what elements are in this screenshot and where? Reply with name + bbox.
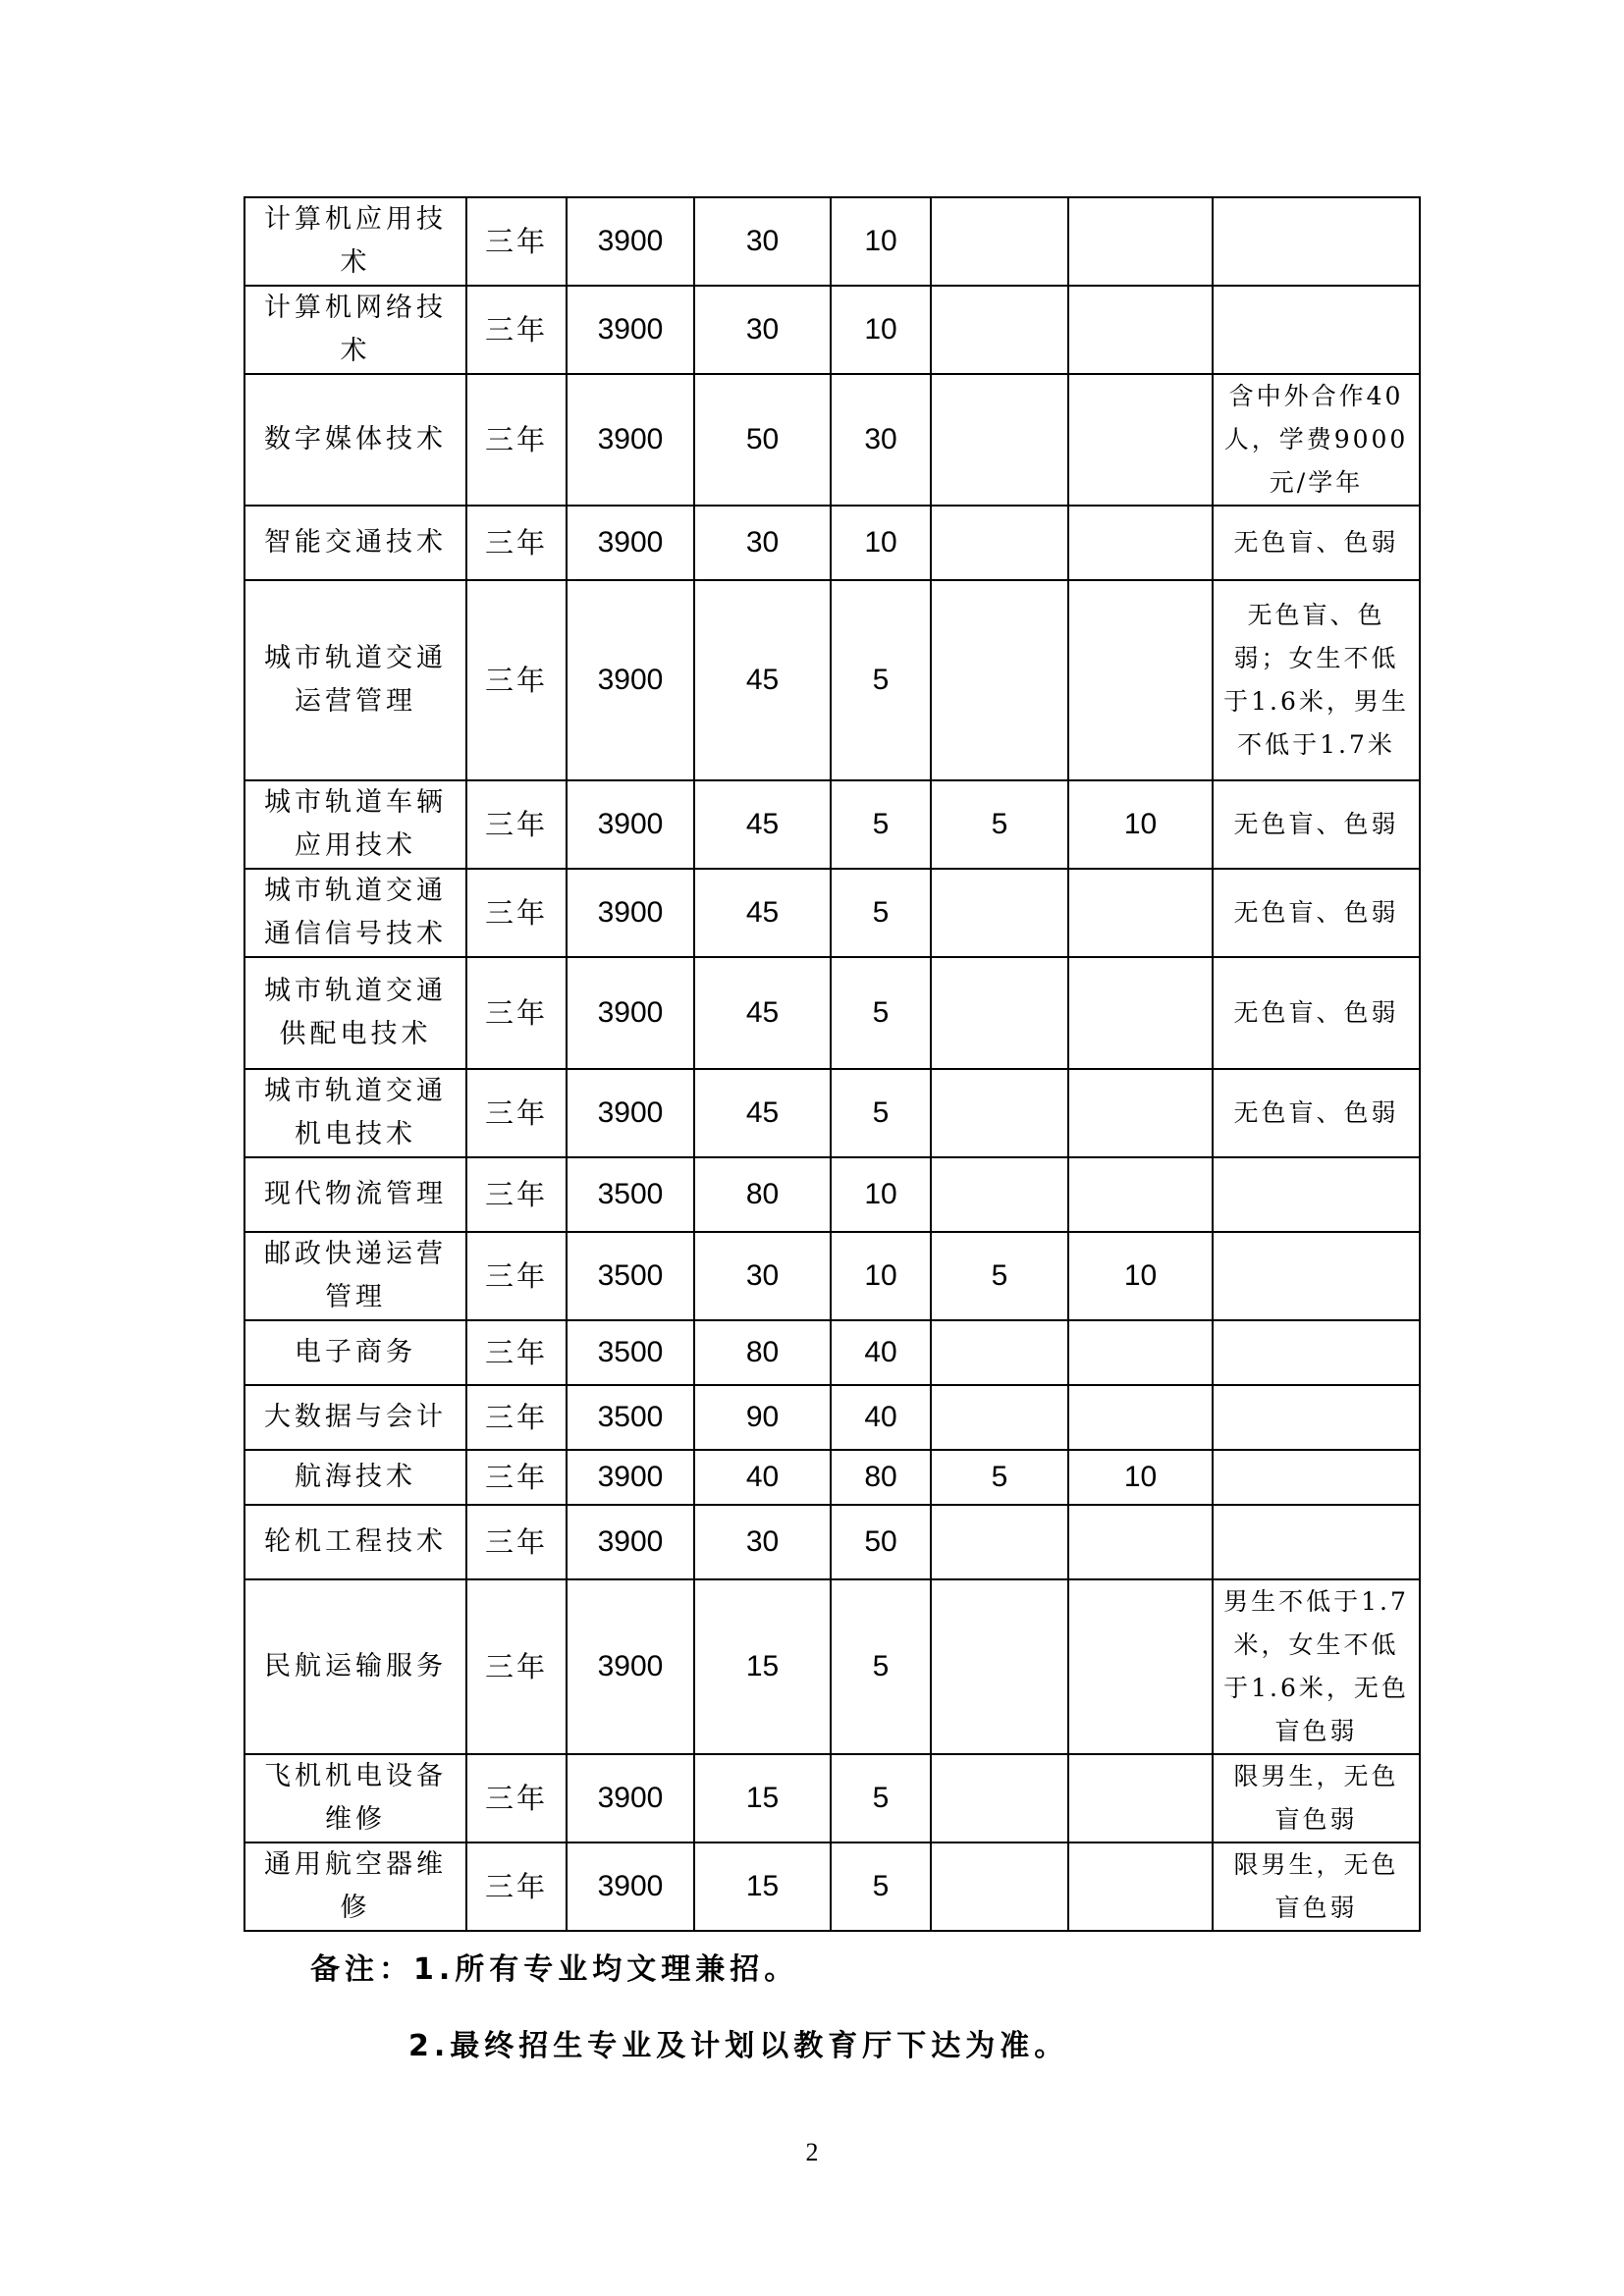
note-cell: 限男生，无色盲色弱 bbox=[1213, 1754, 1420, 1842]
duration-cell: 三年 bbox=[466, 197, 567, 286]
plan-count-cell: 45 bbox=[694, 957, 831, 1069]
note-cell bbox=[1213, 1450, 1420, 1505]
plan-count-cell: 5 bbox=[831, 1754, 931, 1842]
major-cell: 计算机应用技术 bbox=[244, 197, 466, 286]
page-number: 2 bbox=[805, 2138, 819, 2166]
duration-cell: 三年 bbox=[466, 1157, 567, 1232]
plan-count-cell bbox=[931, 957, 1068, 1069]
note-cell: 含中外合作40人，学费9000元/学年 bbox=[1213, 374, 1420, 506]
plan-count-cell bbox=[931, 1842, 1068, 1931]
plan-count-cell: 5 bbox=[831, 580, 931, 780]
duration-cell: 三年 bbox=[466, 1069, 567, 1157]
major-cell: 智能交通技术 bbox=[244, 506, 466, 580]
plan-count-cell: 10 bbox=[831, 506, 931, 580]
table-row bbox=[244, 1320, 1420, 1385]
duration-cell: 三年 bbox=[466, 374, 567, 506]
plan-count-cell bbox=[1068, 1157, 1213, 1232]
plan-count-cell bbox=[931, 506, 1068, 580]
duration-cell: 三年 bbox=[466, 1385, 567, 1450]
remark-line-1: 备注：1.所有专业均文理兼招。 bbox=[310, 1952, 799, 1987]
duration-cell: 三年 bbox=[466, 1842, 567, 1931]
major-cell: 通用航空器维修 bbox=[244, 1842, 466, 1931]
table-row bbox=[244, 580, 1420, 780]
major-cell: 轮机工程技术 bbox=[244, 1505, 466, 1579]
plan-count-cell: 10 bbox=[1068, 780, 1213, 869]
major-cell: 现代物流管理 bbox=[244, 1157, 466, 1232]
duration-cell: 三年 bbox=[466, 580, 567, 780]
remarks bbox=[310, 1952, 1069, 2063]
plan-count-cell: 80 bbox=[831, 1450, 931, 1505]
fee-cell: 3900 bbox=[567, 869, 694, 957]
plan-count-cell: 5 bbox=[831, 780, 931, 869]
major-cell: 城市轨道交通供配电技术 bbox=[244, 957, 466, 1069]
plan-count-cell: 5 bbox=[831, 869, 931, 957]
plan-count-cell: 40 bbox=[831, 1320, 931, 1385]
plan-count-cell bbox=[1068, 1385, 1213, 1450]
fee-cell: 3900 bbox=[567, 1842, 694, 1931]
remark-line-2: 2.最终招生专业及计划以教育厅下达为准。 bbox=[408, 2029, 1069, 2063]
fee-cell: 3900 bbox=[567, 580, 694, 780]
plan-count-cell bbox=[931, 1385, 1068, 1450]
fee-cell: 3500 bbox=[567, 1232, 694, 1320]
table-row bbox=[244, 1069, 1420, 1157]
fee-cell: 3900 bbox=[567, 957, 694, 1069]
fee-cell: 3900 bbox=[567, 1069, 694, 1157]
plan-count-cell: 30 bbox=[694, 1232, 831, 1320]
major-cell: 民航运输服务 bbox=[244, 1579, 466, 1754]
fee-cell: 3900 bbox=[567, 780, 694, 869]
note-cell: 男生不低于1.7米，女生不低于1.6米，无色盲色弱 bbox=[1213, 1579, 1420, 1754]
plan-count-cell: 80 bbox=[694, 1320, 831, 1385]
plan-count-cell bbox=[1068, 1842, 1213, 1931]
duration-cell: 三年 bbox=[466, 1579, 567, 1754]
major-cell: 航海技术 bbox=[244, 1450, 466, 1505]
plan-count-cell bbox=[1068, 1579, 1213, 1754]
plan-count-cell: 40 bbox=[831, 1385, 931, 1450]
major-cell: 城市轨道交通运营管理 bbox=[244, 580, 466, 780]
note-cell: 无色盲、色弱 bbox=[1213, 957, 1420, 1069]
note-cell: 限男生，无色盲色弱 bbox=[1213, 1842, 1420, 1931]
plan-count-cell: 50 bbox=[694, 374, 831, 506]
plan-count-cell bbox=[1068, 1505, 1213, 1579]
plan-count-cell bbox=[931, 286, 1068, 374]
note-cell: 无色盲、色弱 bbox=[1213, 506, 1420, 580]
plan-count-cell: 50 bbox=[831, 1505, 931, 1579]
note-cell bbox=[1213, 1157, 1420, 1232]
major-cell: 大数据与会计 bbox=[244, 1385, 466, 1450]
plan-count-cell bbox=[1068, 197, 1213, 286]
major-cell: 电子商务 bbox=[244, 1320, 466, 1385]
duration-cell: 三年 bbox=[466, 957, 567, 1069]
fee-cell: 3500 bbox=[567, 1320, 694, 1385]
duration-cell: 三年 bbox=[466, 1505, 567, 1579]
plan-count-cell: 40 bbox=[694, 1450, 831, 1505]
plan-count-cell: 30 bbox=[694, 286, 831, 374]
table-row bbox=[244, 374, 1420, 506]
plan-count-cell: 30 bbox=[694, 506, 831, 580]
plan-count-cell bbox=[931, 374, 1068, 506]
note-cell: 无色盲、色弱 bbox=[1213, 780, 1420, 869]
plan-count-cell: 10 bbox=[1068, 1232, 1213, 1320]
plan-count-cell bbox=[1068, 1320, 1213, 1385]
plan-count-cell: 10 bbox=[831, 197, 931, 286]
plan-count-cell: 5 bbox=[931, 1232, 1068, 1320]
plan-count-cell: 5 bbox=[831, 1842, 931, 1931]
plan-count-cell: 10 bbox=[831, 1157, 931, 1232]
table-row bbox=[244, 1579, 1420, 1754]
plan-count-cell bbox=[1068, 1069, 1213, 1157]
note-cell bbox=[1213, 1232, 1420, 1320]
fee-cell: 3900 bbox=[567, 506, 694, 580]
table-body bbox=[244, 197, 1420, 1931]
plan-count-cell bbox=[931, 1157, 1068, 1232]
fee-cell: 3500 bbox=[567, 1157, 694, 1232]
major-cell: 计算机网络技术 bbox=[244, 286, 466, 374]
plan-count-cell: 30 bbox=[694, 1505, 831, 1579]
duration-cell: 三年 bbox=[466, 286, 567, 374]
note-cell: 无色盲、色弱 bbox=[1213, 869, 1420, 957]
duration-cell: 三年 bbox=[466, 1754, 567, 1842]
plan-count-cell bbox=[1068, 957, 1213, 1069]
plan-count-cell: 15 bbox=[694, 1754, 831, 1842]
note-cell bbox=[1213, 197, 1420, 286]
plan-count-cell bbox=[931, 1320, 1068, 1385]
fee-cell: 3900 bbox=[567, 1450, 694, 1505]
plan-count-cell bbox=[931, 1579, 1068, 1754]
plan-count-cell: 15 bbox=[694, 1579, 831, 1754]
plan-count-cell bbox=[931, 1754, 1068, 1842]
plan-count-cell: 10 bbox=[831, 1232, 931, 1320]
plan-count-cell: 45 bbox=[694, 1069, 831, 1157]
table-row bbox=[244, 1450, 1420, 1505]
table-row bbox=[244, 506, 1420, 580]
plan-count-cell: 80 bbox=[694, 1157, 831, 1232]
table-row bbox=[244, 957, 1420, 1069]
table-row bbox=[244, 1385, 1420, 1450]
enrollment-plan-table bbox=[244, 196, 1421, 1932]
table-row bbox=[244, 1754, 1420, 1842]
plan-count-cell bbox=[1068, 286, 1213, 374]
plan-count-cell bbox=[1068, 580, 1213, 780]
plan-count-cell: 30 bbox=[694, 197, 831, 286]
plan-count-cell bbox=[1068, 1754, 1213, 1842]
table-row bbox=[244, 197, 1420, 286]
major-cell: 城市轨道交通机电技术 bbox=[244, 1069, 466, 1157]
major-cell: 飞机机电设备维修 bbox=[244, 1754, 466, 1842]
table-row bbox=[244, 780, 1420, 869]
duration-cell: 三年 bbox=[466, 1320, 567, 1385]
note-cell bbox=[1213, 286, 1420, 374]
major-cell: 城市轨道车辆应用技术 bbox=[244, 780, 466, 869]
note-cell bbox=[1213, 1320, 1420, 1385]
plan-count-cell bbox=[931, 869, 1068, 957]
duration-cell: 三年 bbox=[466, 869, 567, 957]
plan-count-cell bbox=[1068, 506, 1213, 580]
table-row bbox=[244, 1505, 1420, 1579]
fee-cell: 3900 bbox=[567, 197, 694, 286]
major-cell: 邮政快递运营管理 bbox=[244, 1232, 466, 1320]
duration-cell: 三年 bbox=[466, 506, 567, 580]
plan-count-cell bbox=[931, 197, 1068, 286]
plan-count-cell: 30 bbox=[831, 374, 931, 506]
plan-count-cell: 5 bbox=[831, 957, 931, 1069]
plan-count-cell bbox=[1068, 869, 1213, 957]
plan-count-cell: 45 bbox=[694, 780, 831, 869]
major-cell: 数字媒体技术 bbox=[244, 374, 466, 506]
duration-cell: 三年 bbox=[466, 1450, 567, 1505]
note-cell bbox=[1213, 1385, 1420, 1450]
fee-cell: 3900 bbox=[567, 1579, 694, 1754]
fee-cell: 3900 bbox=[567, 286, 694, 374]
plan-count-cell: 45 bbox=[694, 869, 831, 957]
fee-cell: 3500 bbox=[567, 1385, 694, 1450]
fee-cell: 3900 bbox=[567, 1505, 694, 1579]
plan-count-cell bbox=[931, 580, 1068, 780]
plan-count-cell: 45 bbox=[694, 580, 831, 780]
note-cell: 无色盲、色弱 bbox=[1213, 1069, 1420, 1157]
table-row bbox=[244, 1842, 1420, 1931]
note-cell bbox=[1213, 1505, 1420, 1579]
plan-count-cell: 10 bbox=[1068, 1450, 1213, 1505]
table-row bbox=[244, 286, 1420, 374]
major-cell: 城市轨道交通通信信号技术 bbox=[244, 869, 466, 957]
plan-count-cell: 15 bbox=[694, 1842, 831, 1931]
duration-cell: 三年 bbox=[466, 1232, 567, 1320]
plan-count-cell bbox=[931, 1069, 1068, 1157]
table-row bbox=[244, 1232, 1420, 1320]
table-row bbox=[244, 1157, 1420, 1232]
plan-count-cell: 5 bbox=[831, 1579, 931, 1754]
plan-count-cell: 5 bbox=[931, 1450, 1068, 1505]
plan-count-cell: 5 bbox=[931, 780, 1068, 869]
plan-count-cell: 10 bbox=[831, 286, 931, 374]
plan-count-cell: 90 bbox=[694, 1385, 831, 1450]
plan-count-cell bbox=[1068, 374, 1213, 506]
fee-cell: 3900 bbox=[567, 374, 694, 506]
duration-cell: 三年 bbox=[466, 780, 567, 869]
plan-count-cell bbox=[931, 1505, 1068, 1579]
table-row bbox=[244, 869, 1420, 957]
note-cell: 无色盲、色弱；女生不低于1.6米，男生不低于1.7米 bbox=[1213, 580, 1420, 780]
plan-count-cell: 5 bbox=[831, 1069, 931, 1157]
fee-cell: 3900 bbox=[567, 1754, 694, 1842]
